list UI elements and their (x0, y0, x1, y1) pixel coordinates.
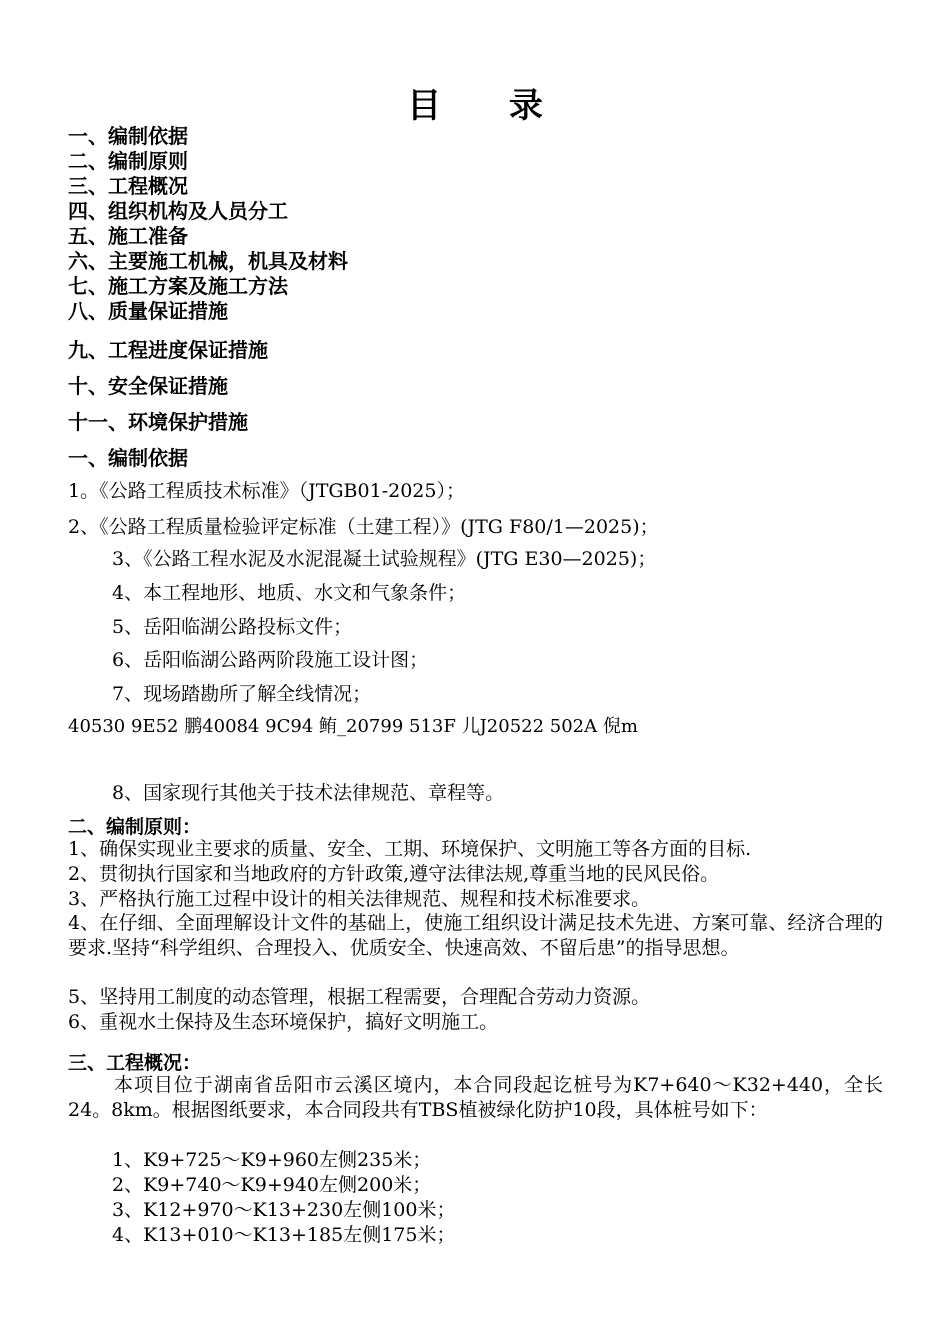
toc-item: 二、编制原则 (68, 149, 188, 173)
stake-item: 3、K12+970～K13+230左侧100米； (112, 1199, 456, 1221)
principle-item: 3、严格执行施工过程中设计的相关法律规范、规程和技术标准要求。 (68, 888, 651, 910)
section-heading: 二、编制原则： (68, 816, 202, 838)
toc-item: 一、编制依据 (68, 124, 188, 148)
section-heading: 三、工程概况： (68, 1052, 202, 1074)
toc-item: 四、组织机构及人员分工 (68, 199, 288, 223)
stake-item: 2、K9+740～K9+940左侧200米； (112, 1174, 432, 1196)
reference-item: 6、岳阳临湖公路两阶段施工设计图； (112, 649, 429, 671)
principle-item: 6、重视水土保持及生态环境保护，搞好文明施工。 (68, 1011, 499, 1033)
reference-item: 4、本工程地形、地质、水文和气象条件； (112, 582, 467, 604)
stake-item: 1、K9+725～K9+960左侧235米； (112, 1149, 432, 1171)
reference-item: 2、《公路工程质量检验评定标准（土建工程）》(JTG F80/1—2025)； (68, 516, 659, 538)
toc-item: 九、工程进度保证措施 (68, 338, 268, 362)
toc-item: 八、质量保证措施 (68, 299, 228, 323)
principle-item: 2、贯彻执行国家和当地政府的方针政策,遵守法律法规,尊重当地的民风民俗。 (68, 863, 720, 885)
overview-paragraph: 本项目位于湖南省岳阳市云溪区境内，本合同段起讫桩号为K7+640～K32+440，全长24。8km。根据图纸要求，本合同段共有TBS植被绿化防护10段，具体桩号如下： (68, 1074, 883, 1121)
reference-item: 1。《公路工程质技术标准》（JTGB01-2025）； (68, 480, 465, 502)
table-of-contents (68, 124, 348, 324)
section-heading: 一、编制依据 (68, 446, 188, 470)
toc-item: 十、安全保证措施 (68, 374, 228, 398)
toc-item: 十一、环境保护措施 (68, 410, 248, 434)
toc-item: 三、工程概况 (68, 174, 188, 198)
principle-item: 1、确保实现业主要求的质量、安全、工期、环境保护、文明施工等各方面的目标. (68, 838, 752, 860)
toc-item: 五、施工准备 (68, 224, 188, 248)
toc-item: 七、施工方案及施工方法 (68, 274, 288, 298)
toc-item: 六、主要施工机械，机具及材料 (68, 249, 348, 273)
principle-item: 4、在仔细、全面理解设计文件的基础上，使施工组织设计满足技术先进、方案可靠、经济合理的要求.坚持“科学组织、合理投入、优质安全、快速高效、不留后患”的指导思想。 (68, 912, 883, 959)
reference-item: 5、岳阳临湖公路投标文件； (112, 616, 353, 638)
garbled-text: 40530 9E52 鹏40084 9C94 鲔_20799 513F 儿J20522 502A 倪m (68, 716, 638, 737)
principle-item: 5、坚持用工制度的动态管理，根据工程需要，合理配合劳动力资源。 (68, 986, 651, 1008)
stake-item: 4、K13+010～K13+185左侧175米； (112, 1224, 456, 1246)
reference-item: 7、现场踏勘所了解全线情况； (112, 683, 372, 705)
reference-item: 3、《公路工程水泥及水泥混凝土试验规程》(JTG E30—2025)； (112, 548, 657, 570)
reference-item: 8、国家现行其他关于技术法律规范、章程等。 (112, 782, 505, 804)
page-title: 目 录 (407, 86, 571, 126)
